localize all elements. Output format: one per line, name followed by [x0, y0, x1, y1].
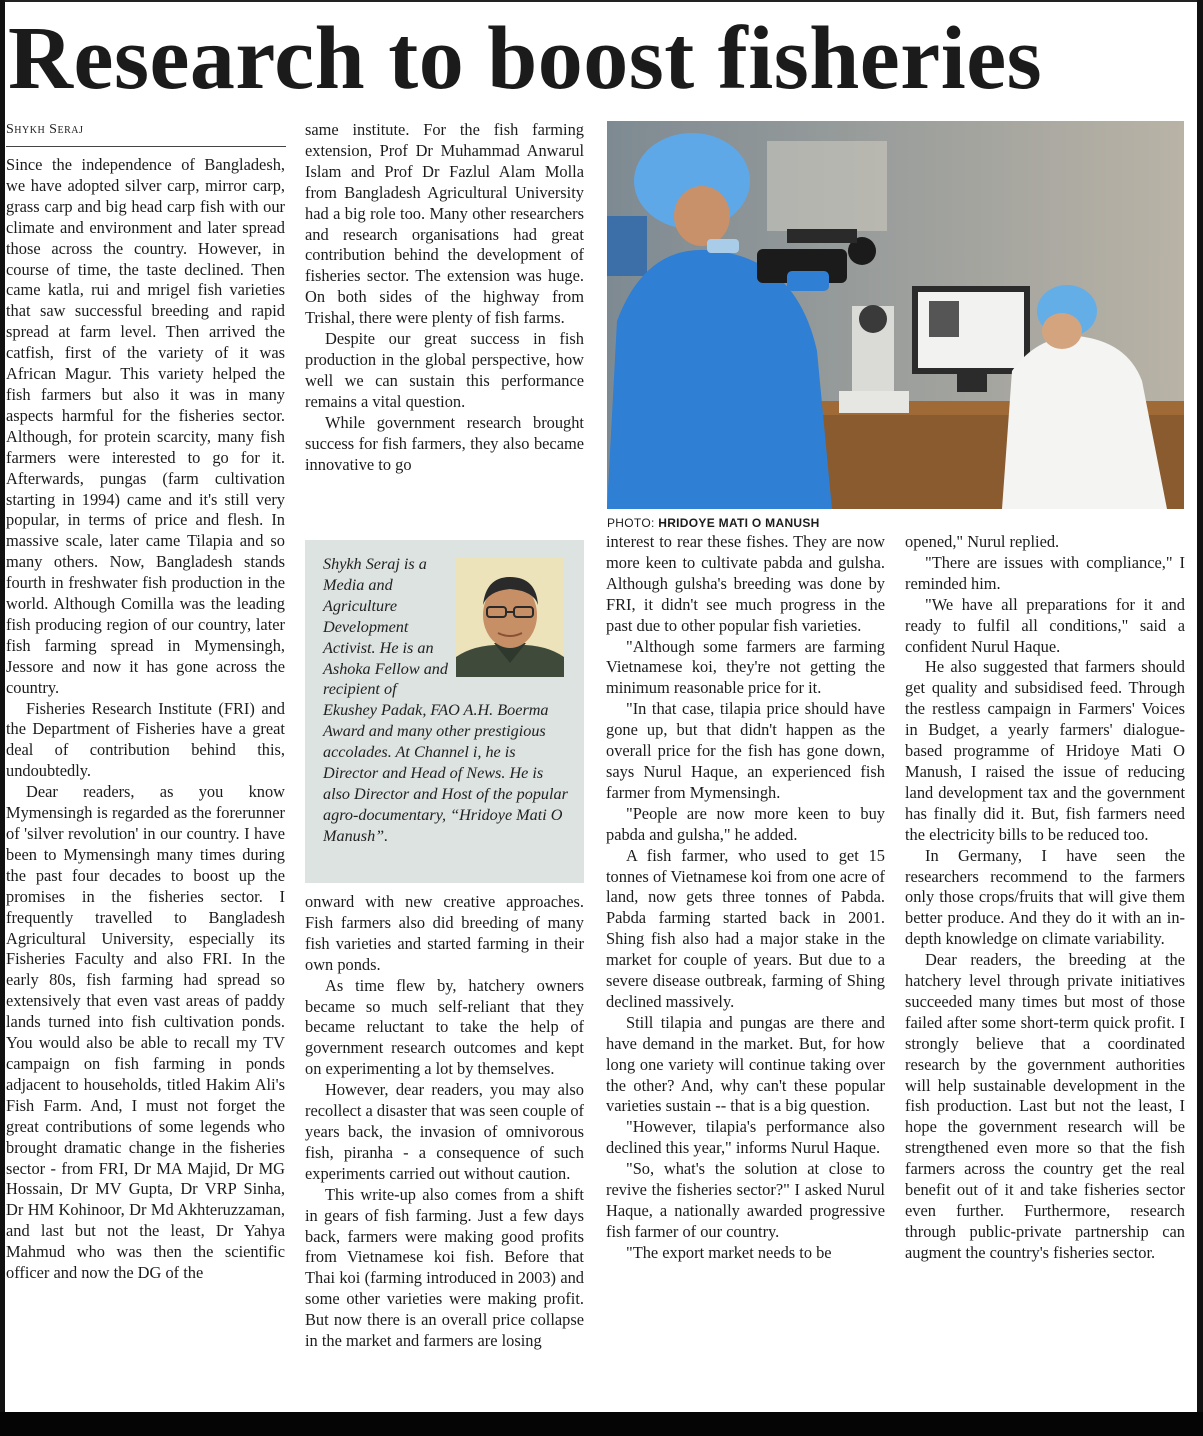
paragraph: onward with new creative approaches. Fish farmers also did breeding of many fish varieties and started farming in their own ponds.	[305, 892, 584, 974]
paragraph: "However, tilapia's performance also declined this year," informs Nurul Haque.	[606, 1117, 885, 1158]
page-left-border	[0, 0, 5, 1412]
paragraph: interest to rear these fishes. They are now more keen to cultivate pabda and gulsha. Although gulsha's breeding was done by FRI, it didn't see much progress in the past due to other popular fish varieties.	[606, 532, 885, 635]
photo-credit-name: HRIDOYE MATI O MANUSH	[658, 516, 820, 530]
paragraph: Since the independence of Bangladesh, we have adopted silver carp, mirror carp, grass carp and big head carp fish with our climate and environment and later spread those across the country. However, in course of time, the taste declined. Then came katla, rui and mrigel fish varieties that saw successful breeding and rapid spread at farm level. Then arrived the catfish, first of the variety of it was African Magur. This variety helped the fish farmers but also it was in many aspects harmful for the fisheries sector. Although, for protein scarcity, many fish farmers were interested to go for it. Afterwards, pungas (farm cultivation starting in 1994) came and it's still very popular, in terms of price and flesh. In massive scale, later came Tilapia and so many others. Now, Bangladesh stands fourth in freshwater fish production in the world. Although Comilla was the leading fish producing region of our country, later fish farming spread in Mymensingh, Jessore and now it has gone across the country.	[6, 155, 285, 697]
paragraph: In Germany, I have seen the researchers recommend to the farmers only those crops/fruits that will give them better produce. And they do it with an in-depth knowledge on climate variability.	[905, 845, 1185, 949]
headline: Research to boost fisheries	[8, 9, 1043, 108]
paragraph: "There are issues with compliance," I reminded him.	[905, 552, 1185, 593]
article-column-1	[6, 155, 285, 1412]
paragraph: "Although some farmers are farming Vietnamese koi, they're not getting the minimum reasonable price for it.	[606, 636, 885, 698]
author-portrait	[456, 557, 564, 677]
page-right-border	[1197, 0, 1203, 1412]
paragraph: This write-up also comes from a shift in gears of fish farming. Just a few days back, farmers were making good profits from Vietnamese koi fish. Before that Thai koi (farming introduced in 2003) and some other varieties were making profit. But now there is an overall price collapse in the market and farmers are losing	[305, 1184, 584, 1351]
paragraph: "In that case, tilapia price should have gone up, but that didn't happen as the overall price for the fish has gone down, says Nurul Haque, an experienced fish farmer from Mymensingh.	[606, 699, 885, 802]
article-column-2-bottom	[305, 892, 584, 1412]
paragraph: While government research brought success for fish farmers, they also became innovative to go	[305, 412, 584, 474]
article-photo	[607, 121, 1184, 509]
paragraph: "We have all preparations for it and ready to fulfil all conditions," said a confident Nurul Haque.	[905, 594, 1185, 656]
page-top-rule	[0, 0, 1203, 2]
photo-credit	[607, 516, 1184, 530]
author-bio-box	[305, 540, 584, 883]
author-bio-text: Shykh Seraj is a Media and Agriculture Development Activist. He is an Ashoka Fellow and recipient of Ekushey Padak, FAO A.H. Boerma Award and many other prestigious accolades. At Channel i, he is Director and Head of News. He is also Director and Host of the popular agro-documentary, “Hridoye Mati O Manush”.	[323, 555, 568, 845]
byline: Shykh Seraj	[6, 122, 286, 147]
page-bottom-border	[0, 1412, 1203, 1436]
paragraph: same institute. For the fish farming extension, Prof Dr Muhammad Anwarul Islam and Prof Dr Fazlul Alam Molla from Bangladesh Agricultural University had a big role too. Many other researchers and research organisations had great contribution behind the development of fisheries sector. The extension was huge. On both sides of the highway from Trishal, there were plenty of fish farms.	[305, 120, 584, 328]
paragraph: As time flew by, hatchery owners became so much self-reliant that they became reluctant to take the help of government research outcomes and kept on experimenting a lot by themselves.	[305, 975, 584, 1079]
paragraph: Dear readers, as you know Mymensingh is regarded as the forerunner of 'silver revolution' in our country. I have been to Mymensingh many times during the past four decades to boost up the promises in the fisheries sector. I frequently travelled to Bangladesh Agricultural University, especially its Fisheries Faculty and also FRI. In the early 80s, fish farming had spread so extensively that even vast areas of paddy lands turned into fish cultivation ponds. You would also be able to recall my TV campaign on fish farming in ponds adjacent to households, titled Hakim Ali's Fish Farm. And, I must not forget the great contributions of some legends who brought dramatic change in the fisheries sector - from FRI, Dr MA Majid, Dr MG Hossain, Dr MV Gupta, Dr VRP Sinha, Dr HM Kohinoor, Dr Md Akhteruzzaman, and last but not the least, Dr Yahya Mahmud who was then the scientific officer and now the DG of the	[6, 782, 285, 1283]
paragraph: Fisheries Research Institute (FRI) and the Department of Fisheries have a great deal of contribution behind this, undoubtedly.	[6, 698, 285, 781]
paragraph: A fish farmer, who used to get 15 tonnes of Vietnamese koi from one acre of land, now gets three tonnes of Pabda. Pabda farming started back in 2001. Shing fish also had a major stake in the market for couple of years. But due to a severe disease outbreak, farming of Shing declined massively.	[606, 845, 885, 1011]
article-column-3	[606, 532, 885, 1412]
paragraph: Still tilapia and pungas are there and have demand in the market. But, for how long one variety will continue taking over the other? And, why can't these popular varieties sustain -- that is a big question.	[606, 1012, 885, 1116]
paragraph: "The export market needs to be	[626, 1242, 832, 1262]
paragraph: Despite our great success in fish production in the global perspective, how well we can sustain this performance remains a vital question.	[305, 329, 584, 411]
article-column-4	[905, 532, 1185, 1412]
paragraph: Dear readers, the breeding at the hatchery level through private initiatives succeeded many times but most of those failed after some short-term quick profit. I strongly believe that a coordinated research by the government authorities will help sustainable development in the fish production. Last but not the least, I hope the government research will be strengthened even more so that the fish farmers across the country get the real benefit out of it and take fisheries sector even further. Furthermore, research through public-private partnership can augment the country's fisheries sector.	[905, 950, 1185, 1262]
article-column-2-top	[305, 120, 584, 535]
paragraph: opened," Nurul replied.	[905, 532, 1060, 551]
paragraph: However, dear readers, you may also recollect a disaster that was seen couple of years back, the invasion of omnivorous fish, piranha - a consequence of such experiments carried out without caution.	[305, 1080, 584, 1183]
paragraph: "People are now more keen to buy pabda and gulsha," he added.	[606, 803, 885, 844]
paragraph: He also suggested that farmers should get quality and subsidised feed. Through the restless campaign in Farmers' Voices in Budget, a yearly farmers' dialogue-based programme of Hridoye Mati O Manush, I raised the issue of reducing land development tax and the government has finally did it. But, fish farmers need the electricity bills to be reduced too.	[905, 657, 1185, 844]
paragraph: "So, what's the solution at close to revive the fisheries sector?" I asked Nurul Haque, a nationally awarded progressive fish farmer of our country.	[606, 1159, 885, 1241]
photo-credit-label: PHOTO:	[607, 516, 655, 530]
